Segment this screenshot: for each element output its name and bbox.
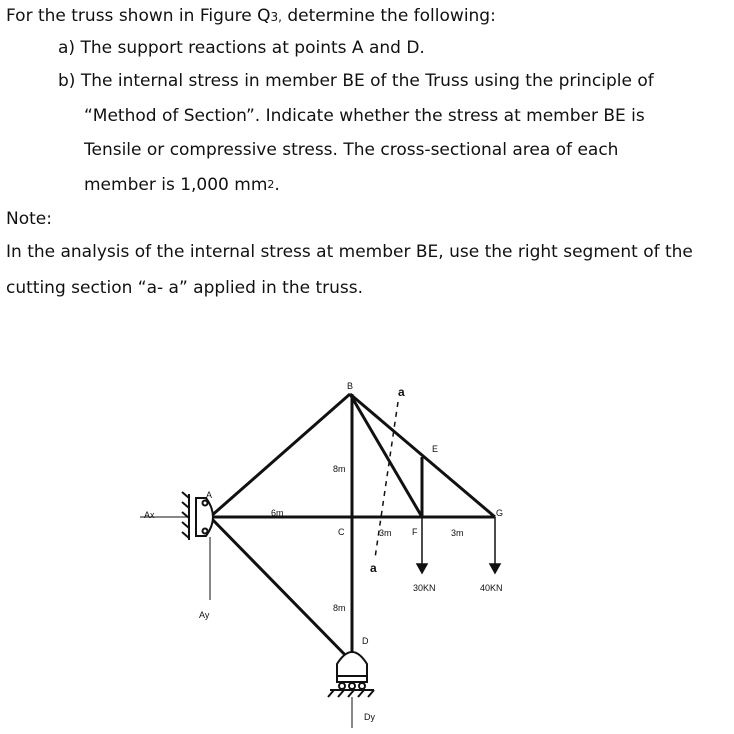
label-F: F	[412, 527, 418, 537]
part-b-line-1: b) The internal stress in member BE of the Truss using the principle of	[58, 71, 654, 91]
part-b-line-3: Tensile or compressive stress. The cross-sectional area of each	[84, 140, 619, 160]
area-period: .	[274, 175, 280, 195]
load-G-arrowhead	[490, 564, 500, 573]
label-A: A	[206, 490, 213, 500]
area-text: member is 1,000 mm	[84, 175, 268, 195]
member-AB	[210, 394, 350, 517]
label-Ay: Ay	[199, 610, 210, 620]
dim-FG: 3m	[451, 528, 464, 538]
cut-label-bottom: a	[370, 561, 377, 575]
member-AD	[210, 517, 352, 662]
dim-CF: 3m	[379, 528, 392, 538]
support-D	[328, 652, 374, 697]
label-C: C	[338, 527, 345, 537]
label-Dy: Dy	[364, 712, 375, 722]
dim-CD: 8m	[333, 603, 346, 613]
label-D: D	[362, 636, 369, 646]
intro-text: For the truss shown in Figure Q	[6, 6, 271, 26]
note-heading: Note:	[6, 209, 52, 229]
loads	[417, 517, 500, 573]
dim-BC: 8m	[333, 464, 346, 474]
dim-AC: 6m	[271, 508, 284, 518]
member-BF	[350, 394, 422, 517]
area-superscript: 2	[267, 178, 275, 191]
load-F-arrowhead	[417, 564, 427, 573]
label-G: G	[496, 508, 504, 518]
intro-subscript: 3,	[270, 10, 282, 24]
label-B: B	[347, 381, 354, 391]
cut-label-top: a	[398, 385, 405, 399]
part-a: a) The support reactions at points A and D.	[58, 38, 425, 58]
label-E: E	[432, 444, 439, 454]
part-b-line-2: “Method of Section”. Indicate whether the stress at member BE is	[84, 106, 645, 126]
note-line-2: cutting section “a- a” applied in the truss.	[6, 278, 364, 298]
load-F-label: 30KN	[413, 583, 436, 593]
reaction-lines	[140, 517, 352, 728]
intro-text-end: determine the following:	[281, 6, 496, 26]
load-G-label: 40KN	[480, 583, 503, 593]
label-Ax: Ax	[144, 510, 155, 520]
note-line-1: In the analysis of the internal stress at member BE, use the right segment of the	[6, 242, 693, 262]
